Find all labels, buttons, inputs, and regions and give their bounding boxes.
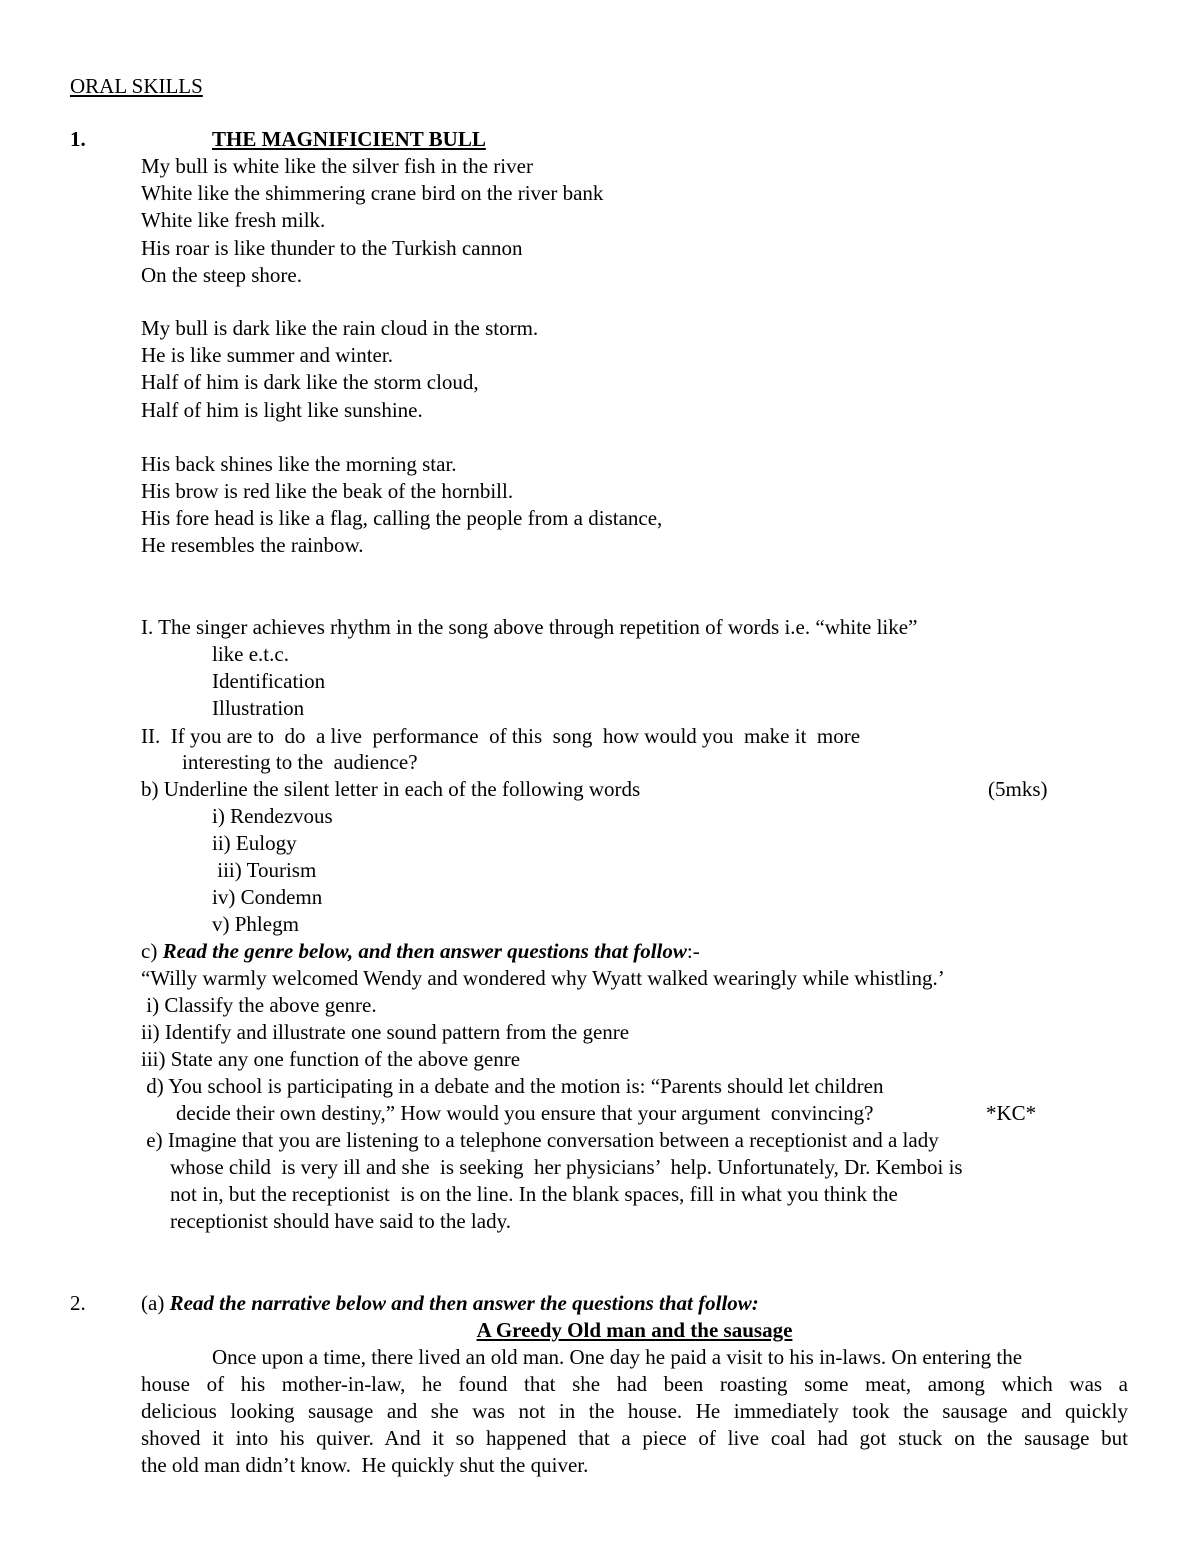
question-c-ii: ii) Identify and illustrate one sound pattern from the genre bbox=[141, 1020, 630, 1044]
question-2a-prefix: (a) bbox=[141, 1291, 170, 1315]
poem-line: Half of him is dark like the storm cloud, bbox=[141, 370, 479, 394]
question-d: d) You school is participating in a debate and the motion is: “Parents should let children bbox=[141, 1074, 884, 1098]
poem-line: His brow is red like the beak of the hornbill. bbox=[141, 479, 514, 503]
silent-letter-word: v) Phlegm bbox=[212, 912, 299, 936]
poem-line: My bull is white like the silver fish in the river bbox=[141, 154, 533, 178]
question-e-cont: whose child is very ill and she is seeking her physicians’ help. Unfortunately, Dr. Kemboi is bbox=[170, 1155, 963, 1179]
question-i: I. The singer achieves rhythm in the song above through repetition of words i.e. “white like” bbox=[141, 615, 918, 639]
story-first-line: Once upon a time, there lived an old man. One day he paid a visit to his in-laws. On entering the bbox=[212, 1345, 1023, 1369]
poem-line: He is like summer and winter. bbox=[141, 343, 393, 367]
poem-line: His fore head is like a flag, calling the people from a distance, bbox=[141, 506, 663, 530]
question-2a bbox=[141, 1293, 759, 1314]
question-c bbox=[141, 941, 700, 962]
silent-letter-word: iii) Tourism bbox=[212, 858, 317, 882]
poem-line: His roar is like thunder to the Turkish cannon bbox=[141, 236, 523, 260]
story-line: delicious looking sausage and she was not in the house. He immediately took the sausage and quickly bbox=[141, 1399, 1128, 1423]
question-c-suffix: :- bbox=[686, 939, 700, 963]
story-line: house of his mother-in-law, he found that she had been roasting some meat, among which was a bbox=[141, 1372, 1128, 1396]
poem-line: White like the shimmering crane bird on the river bank bbox=[141, 181, 604, 205]
poem-title: THE MAGNIFICIENT BULL bbox=[212, 127, 486, 151]
question-b-marks: (5mks) bbox=[988, 777, 1048, 801]
silent-letter-word: ii) Eulogy bbox=[212, 831, 297, 855]
poem-line: He resembles the rainbow. bbox=[141, 533, 364, 557]
page-heading: ORAL SKILLS bbox=[70, 74, 203, 98]
genre-quote: “Willy warmly welcomed Wendy and wondered why Wyatt walked wearingly while whistling.’ bbox=[141, 966, 945, 990]
question-b: b) Underline the silent letter in each of the following words bbox=[141, 777, 641, 801]
question-1-number: 1. bbox=[70, 127, 86, 151]
story-last-line: the old man didn’t know. He quickly shut the quiver. bbox=[141, 1453, 589, 1477]
question-i-cont: Identification bbox=[212, 669, 326, 693]
question-c-i: i) Classify the above genre. bbox=[141, 993, 377, 1017]
story-line: shoved it into his quiver. And it so happened that a piece of live coal had got stuck on the sausage but bbox=[141, 1426, 1128, 1450]
story-title: A Greedy Old man and the sausage bbox=[476, 1318, 793, 1342]
poem-line: My bull is dark like the rain cloud in the storm. bbox=[141, 316, 539, 340]
question-e-cont: receptionist should have said to the lady. bbox=[170, 1209, 511, 1233]
silent-letter-word: iv) Condemn bbox=[212, 885, 323, 909]
question-ii: II. If you are to do a live performance of this song how would you make it more bbox=[141, 724, 861, 748]
question-i-cont: like e.t.c. bbox=[212, 642, 289, 666]
question-c-iii: iii) State any one function of the above genre bbox=[141, 1047, 521, 1071]
question-d-cont: decide their own destiny,” How would you ensure that your argument convincing? bbox=[176, 1101, 874, 1125]
question-ii-cont: interesting to the audience? bbox=[182, 750, 418, 774]
question-e-cont: not in, but the receptionist is on the line. In the blank spaces, fill in what you think the bbox=[170, 1182, 898, 1206]
question-e: e) Imagine that you are listening to a telephone conversation between a receptionist and a lady bbox=[141, 1128, 939, 1152]
poem-line: White like fresh milk. bbox=[141, 208, 326, 232]
poem-line: Half of him is light like sunshine. bbox=[141, 398, 423, 422]
poem-line: On the steep shore. bbox=[141, 263, 302, 287]
question-i-cont: Illustration bbox=[212, 696, 305, 720]
question-c-prefix: c) bbox=[141, 939, 163, 963]
question-c-instruction: Read the genre below, and then answer questions that follow bbox=[162, 939, 687, 963]
question-d-tag: *KC* bbox=[986, 1101, 1037, 1125]
silent-letter-word: i) Rendezvous bbox=[212, 804, 333, 828]
poem-line: His back shines like the morning star. bbox=[141, 452, 457, 476]
question-2a-instruction: Read the narrative below and then answer the questions that follow: bbox=[169, 1291, 759, 1315]
question-2-number: 2. bbox=[70, 1291, 86, 1315]
